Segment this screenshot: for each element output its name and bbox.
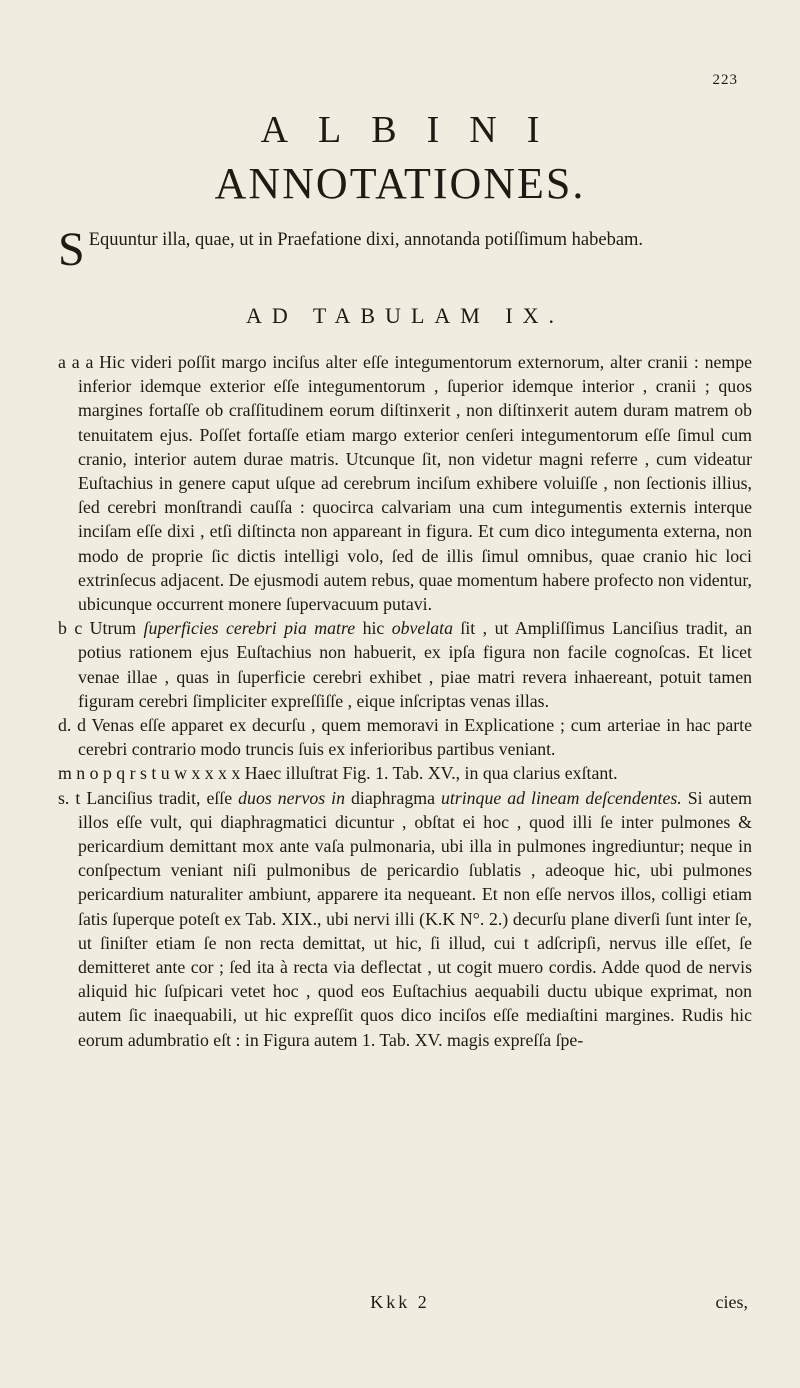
note-text: Si autem illos eſſe vult, qui diaphragmatici dicuntur , obſtat ei hoc , quod illi ſe inter pulmones & pericardium demittant mox ante vaſa pulmonaria, ubi illa in pulmones ingrediuntur; neque in conſpectum veniant niſi pulmonibus de pericardio ſublatis , adeoque hic, ubi pulmones pericardium naturaliter ambiunt, apparere ita nequeant. Et non eſſe nervos illos, colligi etiam ſatis ſuperque poteſt ex Tab. XIX., ubi nervi illi (K.K N°. 2.) decurſu plane diverſi ſunt inter ſe, ut ſiniſter etiam ſe non recta demittat, ut hic, ſi illud, cui t adſcripſi, nervus ille eſſet, ſe demitteret ante cor ; ſed ita à recta via deflectat , ut cogit muero cordis. Adde quod de nervis aliquid hic ſuſpicari vetet hoc , quod eos Euſtachius aequabili ductu ubique exprimat, non autem ſic inaequabili, ut hic expreſſit quos dico inciſos eſſe mediaſtini margines. Rudis hic eorum adumbratio eſt : in Figura autem 1. Tab. XV. magis expreſſa ſpe- — [78, 787, 752, 1050]
italic-quote: utrinque ad lineam deſcendentes. — [440, 787, 682, 808]
drop-cap: S — [58, 223, 85, 276]
annotation-note — [58, 761, 752, 785]
note-text: s. t Lanciſius tradit, eſſe — [58, 787, 239, 808]
intro-paragraph — [58, 223, 748, 276]
note-text: d. d Venas eſſe apparet ex decurſu , quem memoravi in Explicatione ; cum arteriae in hac parte cerebri contrario modo truncis ſuis ex inferioribus partibus veniant. — [58, 715, 752, 760]
note-text: b c Utrum — [58, 618, 144, 639]
page-number: 223 — [712, 72, 738, 88]
page-title: ANNOTATIONES. — [214, 159, 586, 208]
italic-quote: obvelata — [391, 618, 453, 639]
section-heading: AD TABULAM IX. — [245, 303, 565, 328]
author-header: ALBINI — [260, 109, 570, 151]
note-text: hic — [355, 618, 392, 639]
annotation-note — [58, 350, 752, 616]
italic-quote: duos nervos in — [238, 787, 346, 808]
annotation-note — [58, 616, 752, 713]
italic-quote: ſuperficies cerebri pia matre — [143, 618, 356, 639]
note-text: m n o p q r s t u w x x x x Haec illuſtrat Fig. 1. Tab. XV., in qua clarius exſtant. — [58, 763, 618, 784]
annotation-note — [58, 713, 752, 761]
annotation-list — [58, 350, 752, 1052]
note-text: a a a Hic videri poſſit margo inciſus alter eſſe integumentorum externorum, alter cranii : nempe inferior idemque exterior eſſe integumentorum , ſuperior idemque interior , cranii ; quos margines fortaſſe ob craſſitudinem eorum diſtinxerit , non diſtinxerit autem duram matrem ob tenuitatem ejus. Poſſet fortaſſe etiam margo exterior cenſeri integumentorum eſſe ſimul cum cranio, interior autem durae matris. Utcunque ſit, non videtur magni referre , cum videatur Euſtachius in genere caput uſque ad cerebrum inciſum exhibere voluiſſe , non ſectionis illius, ſed cerebri monſtrandi cauſſa : quocirca calvariam una cum integumentis externis interque inciſam eſſe dixi , etſi diſtincta non appareant in figura. Et cum dico integumenta externa, non modo de proprie ſic dictis intelligi volo, ſed de illis ſimul omnibus, quae cranio hic loci extrinſecus adjacent. De ejusmodi autem rebus, quae momentum habere profecto non videntur, ubicunque occurrent monere ſupervacuum putavi. — [58, 352, 752, 615]
note-text: diaphragma — [345, 787, 441, 808]
annotation-note — [58, 786, 752, 1052]
note-text: ſit , ut Ampliſſimus Lanciſius tradit, an potius rationem ejus Euſtachius non habuerit, ex ipſa figura non facile cognoſcas. Et licet venae illae , quas in ſuperficie cerebri exhibet , piae matri revera inhaereant, potuit tamen figuram cerebri ſimpliciter expreſſiſſe , eique inſcriptas venas illas. — [78, 618, 752, 711]
catchword: cies, — [715, 1292, 748, 1312]
signature-mark: Kkk 2 — [370, 1292, 430, 1312]
intro-text: Equuntur illa, quae, ut in Praefatione dixi, annotanda potiſſimum habebam. — [88, 230, 644, 250]
